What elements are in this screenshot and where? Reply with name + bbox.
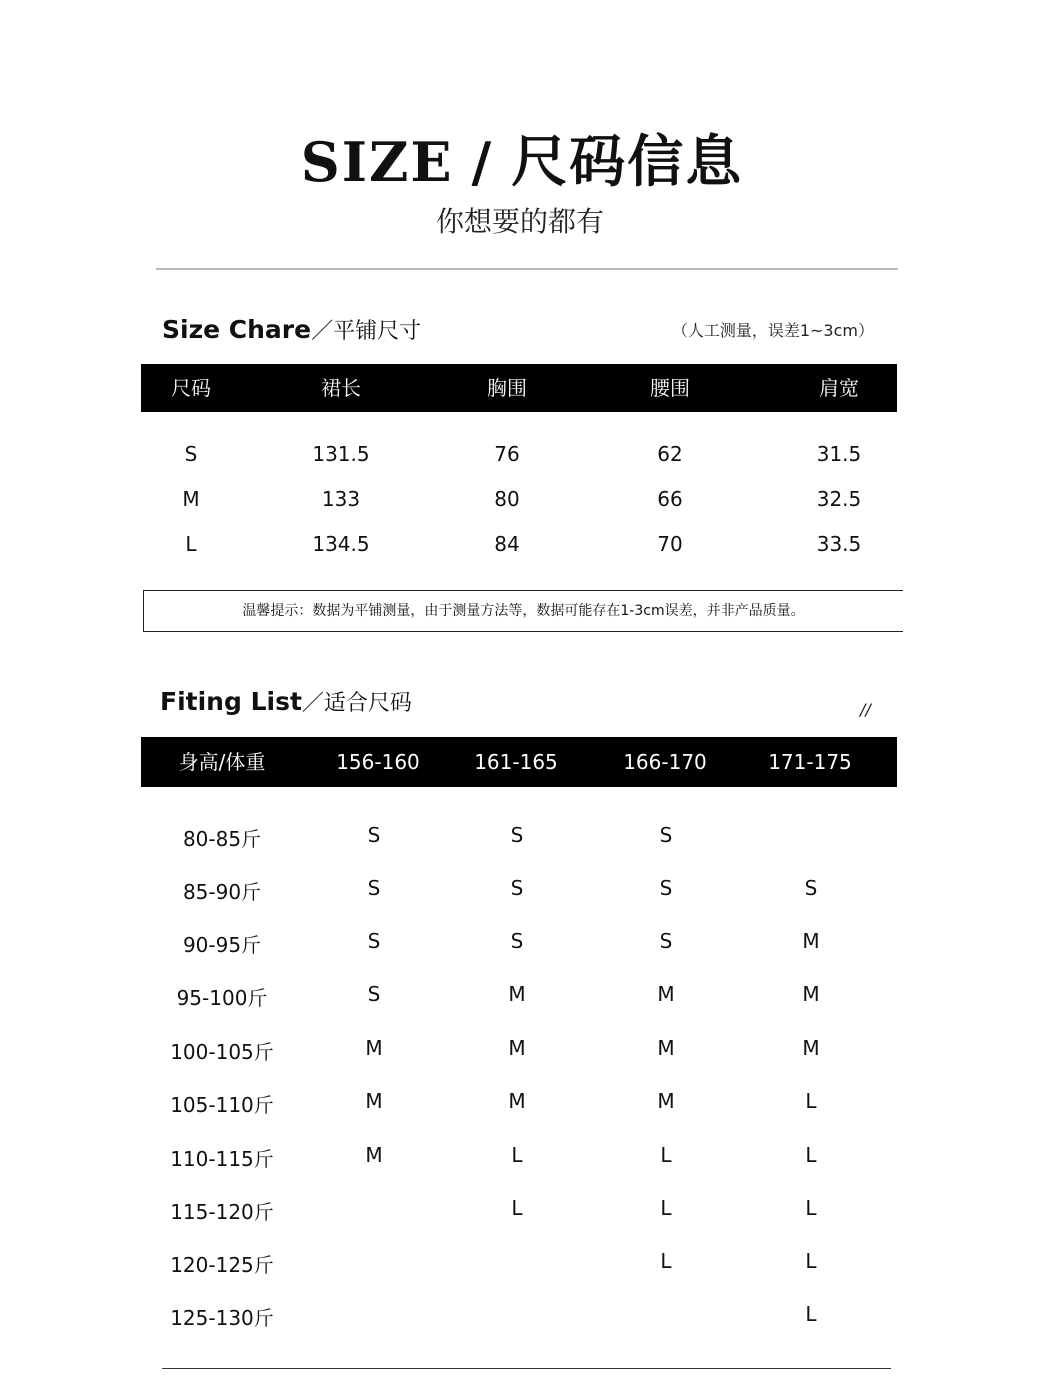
table-cell: M <box>365 1036 383 1060</box>
range-col-header: 161-165 <box>474 750 558 774</box>
table-cell: S <box>510 823 524 847</box>
size-col-header: 尺码 <box>171 376 211 400</box>
fitting-list-heading-cn: ／适合尺码 <box>301 691 412 716</box>
table-cell: L <box>660 1143 672 1167</box>
table-cell: M <box>802 929 820 953</box>
table-cell: S <box>367 982 381 1006</box>
slash-mark: // <box>860 700 871 719</box>
table-cell: S <box>184 442 198 466</box>
table-cell: 134.5 <box>312 532 370 556</box>
table-cell: L <box>805 1143 817 1167</box>
top-divider <box>156 268 898 270</box>
table-cell: L <box>660 1249 672 1273</box>
table-cell: L <box>805 1302 817 1326</box>
size-chart-heading-en: Size Chare <box>162 315 312 344</box>
table-cell: S <box>659 876 673 900</box>
table-cell: S <box>510 929 524 953</box>
table-cell: L <box>185 532 197 556</box>
page-subtitle: 你想要的都有 <box>435 205 604 238</box>
table-cell: 66 <box>657 487 683 511</box>
table-cell: 85-90斤 <box>182 880 262 904</box>
table-cell: S <box>659 823 673 847</box>
table-cell: 62 <box>657 442 683 466</box>
table-cell: 120-125斤 <box>170 1253 274 1277</box>
table-cell: M <box>365 1143 383 1167</box>
fitting-list-header-bar <box>141 737 897 787</box>
table-cell: S <box>659 929 673 953</box>
table-cell: L <box>805 1249 817 1273</box>
table-cell: S <box>367 876 381 900</box>
table-cell: 95-100斤 <box>176 986 268 1010</box>
table-cell: M <box>802 982 820 1006</box>
table-cell: S <box>804 876 818 900</box>
range-col-header: 171-175 <box>768 750 852 774</box>
table-cell: M <box>657 1089 675 1113</box>
table-cell: L <box>805 1196 817 1220</box>
size-chart-heading-cn: ／平铺尺寸 <box>311 319 422 344</box>
table-cell: L <box>660 1196 672 1220</box>
fitting-list-heading <box>160 686 412 717</box>
table-cell: L <box>511 1143 523 1167</box>
table-cell: M <box>508 1036 526 1060</box>
table-cell: 80-85斤 <box>182 827 262 851</box>
table-cell: S <box>367 929 381 953</box>
table-cell: 131.5 <box>312 442 370 466</box>
table-cell: M <box>508 1089 526 1113</box>
table-cell: 133 <box>321 487 361 511</box>
title-cn: 尺码信息 <box>511 130 744 195</box>
table-cell: 84 <box>494 532 520 556</box>
table-cell: 115-120斤 <box>170 1200 274 1224</box>
table-cell: S <box>367 823 381 847</box>
table-cell: M <box>508 982 526 1006</box>
table-cell: 90-95斤 <box>182 933 262 957</box>
tip-box: 温馨提示：数据为平铺测量，由于测量方法等，数据可能存在1-3cm误差，并非产品质量。 <box>143 590 903 632</box>
bottom-divider <box>162 1368 891 1369</box>
table-cell: 31.5 <box>816 442 862 466</box>
waist-col-header: 腰围 <box>650 376 690 400</box>
table-cell: 110-115斤 <box>170 1147 274 1171</box>
title-en: SIZE <box>300 130 454 194</box>
shoulder-col-header: 肩宽 <box>819 376 859 400</box>
range-col-header: 166-170 <box>623 750 707 774</box>
table-cell: M <box>365 1089 383 1113</box>
measurement-note: （人工测量，误差1~3cm） <box>671 321 874 340</box>
table-cell: 100-105斤 <box>170 1040 274 1064</box>
table-cell: M <box>182 487 200 511</box>
bust-col-header: 胸围 <box>487 376 527 400</box>
table-cell: 105-110斤 <box>170 1093 274 1117</box>
fitting-list-heading-en: Fiting List <box>160 687 302 716</box>
table-cell: 32.5 <box>816 487 862 511</box>
table-cell: L <box>805 1089 817 1113</box>
table-cell: M <box>657 982 675 1006</box>
table-cell: S <box>510 876 524 900</box>
table-cell: 70 <box>657 532 683 556</box>
table-cell: 125-130斤 <box>170 1306 274 1330</box>
table-cell: 80 <box>494 487 520 511</box>
title-separator: / <box>471 130 494 194</box>
range-col-header: 156-160 <box>336 750 420 774</box>
table-cell: L <box>511 1196 523 1220</box>
size-chart-header-bar <box>141 364 897 412</box>
table-cell: M <box>802 1036 820 1060</box>
height-weight-col-header: 身高/体重 <box>178 750 266 774</box>
page-title <box>0 118 1044 198</box>
table-cell: 76 <box>494 442 520 466</box>
table-cell: 33.5 <box>816 532 862 556</box>
length-col-header: 裙长 <box>321 376 361 400</box>
size-chart-heading <box>162 314 421 345</box>
table-cell: M <box>657 1036 675 1060</box>
